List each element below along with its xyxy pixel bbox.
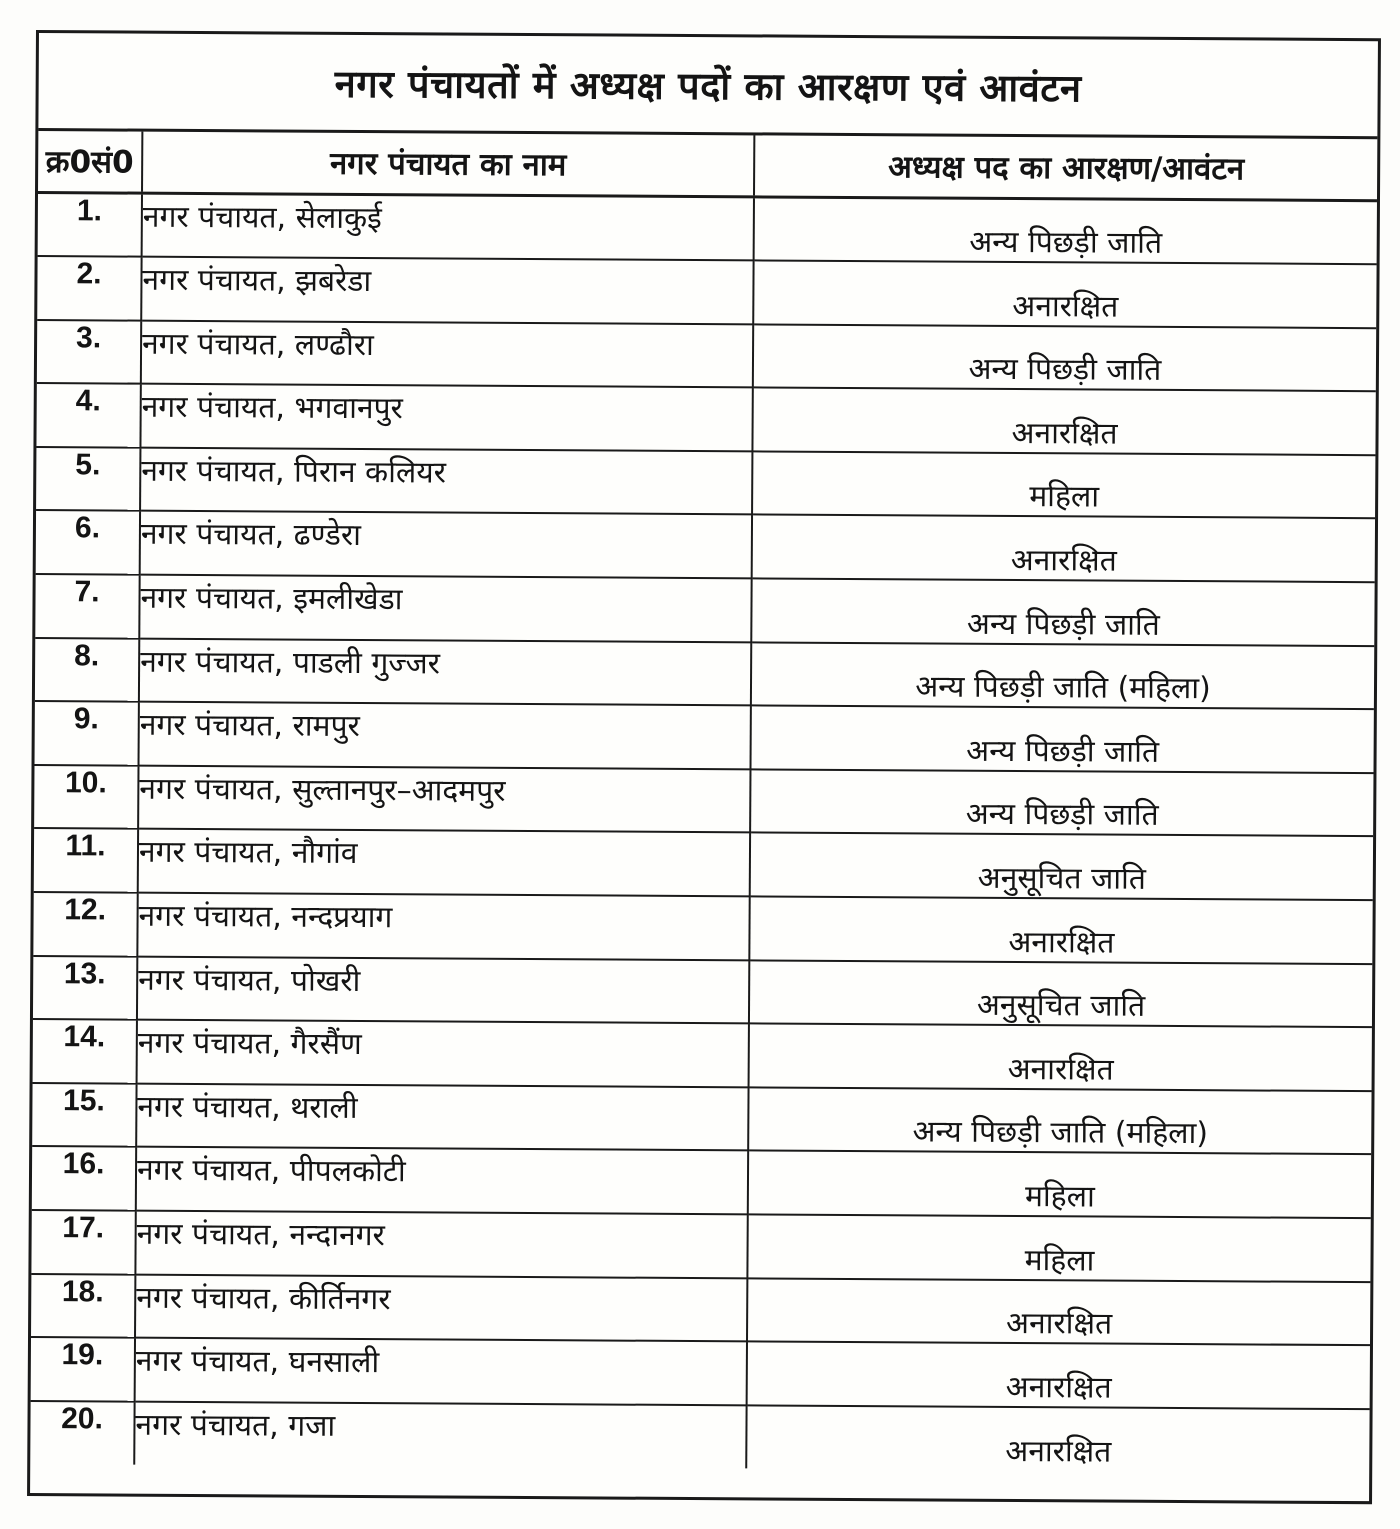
reservation-category-cell: महिला (752, 451, 1375, 518)
table-row (32, 1146, 1371, 1218)
panchayat-name-cell: नगर पंचायत, सेलाकुई (142, 193, 754, 260)
reservation-category-cell: अन्य पिछड़ी जाति (महिला) (748, 1087, 1371, 1154)
panchayat-name-cell: नगर पंचायत, नौगांव (138, 829, 750, 896)
panchayat-name-cell: नगर पंचायत, पाडली गुज्जर (139, 638, 751, 705)
serial-number-cell: 8. (35, 638, 139, 702)
table-row (33, 1019, 1372, 1091)
reservation-category-cell: अनारक्षित (752, 388, 1375, 455)
table-row (36, 383, 1375, 455)
panchayat-name-cell: नगर पंचायत, लण्ढौरा (141, 320, 753, 387)
table-row (34, 765, 1373, 837)
panchayat-name-cell: नगर पंचायत, थराली (136, 1083, 748, 1150)
table-row (35, 574, 1374, 646)
table-row (30, 1401, 1369, 1473)
serial-number-cell: 5. (36, 447, 140, 511)
serial-number-cell: 3. (37, 320, 141, 384)
reservation-category-cell: अनुसूचित जाति (750, 833, 1373, 900)
table-row (33, 892, 1372, 964)
serial-number-cell: 15. (32, 1083, 136, 1147)
panchayat-name-cell: नगर पंचायत, घनसाली (135, 1338, 747, 1405)
panchayat-name-cell: नगर पंचायत, नन्दप्रयाग (137, 893, 749, 960)
reservation-category-cell: अनुसूचित जाति (749, 960, 1372, 1027)
serial-number-cell: 10. (34, 765, 138, 829)
table-row (31, 1274, 1370, 1346)
reservation-category-cell: अन्य पिछड़ी जाति (754, 197, 1377, 264)
serial-number-cell: 14. (33, 1019, 137, 1083)
panchayat-name-cell: नगर पंचायत, भगवानपुर (140, 384, 752, 451)
table-body (30, 193, 1377, 1473)
serial-number-cell: 17. (31, 1210, 135, 1274)
panchayat-name-cell: नगर पंचायत, पोखरी (137, 956, 749, 1023)
panchayat-name-cell: नगर पंचायत, नन्दानगर (135, 1211, 747, 1278)
reservation-category-cell: अन्य पिछड़ी जाति (750, 769, 1373, 836)
table-row (34, 828, 1373, 900)
reservation-category-cell: अन्य पिछड़ी जाति (753, 324, 1376, 391)
reservation-category-cell: अनारक्षित (749, 896, 1372, 963)
reservation-category-cell: अनारक्षित (749, 1024, 1372, 1091)
panchayat-name-cell: नगर पंचायत, पिरान कलियर (140, 448, 752, 515)
column-header-panchayat-name: नगर पंचायत का नाम (142, 132, 754, 197)
serial-number-cell: 20. (30, 1401, 134, 1465)
serial-number-cell: 2. (37, 256, 141, 320)
serial-number-cell: 19. (31, 1337, 135, 1401)
reservation-category-cell: अनारक्षित (1005, 1434, 1112, 1470)
table-row (31, 1210, 1370, 1282)
table-header-row (38, 131, 1377, 201)
panchayat-name-cell: नगर पंचायत, गैरसैंण (137, 1020, 749, 1087)
reservation-category-cell: अन्य पिछड़ी जाति (751, 578, 1374, 645)
panchayat-name-cell: नगर पंचायत, झबरेडा (141, 257, 753, 324)
panchayat-name-cell: नगर पंचायत, कीर्तिनगर (135, 1274, 747, 1341)
serial-number-cell: 1. (38, 193, 142, 257)
table-row (33, 956, 1372, 1028)
reservation-category-cell: अनारक्षित (747, 1278, 1370, 1345)
reservation-table (30, 131, 1377, 1473)
panchayat-name-cell: नगर पंचायत, ढण्डेरा (140, 511, 752, 578)
reservation-category-cell: महिला (747, 1214, 1370, 1281)
table-row (35, 701, 1374, 773)
table-row (35, 638, 1374, 710)
reservation-category-cell: अनारक्षित (747, 1342, 1370, 1409)
panchayat-name-cell: नगर पंचायत, इमलीखेडा (139, 575, 751, 642)
panchayat-name-cell: नगर पंचायत, सुल्तानपुर–आदमपुर (138, 765, 750, 832)
serial-number-cell: 7. (35, 574, 139, 638)
serial-number-cell: 18. (31, 1274, 135, 1338)
table-row (36, 447, 1375, 519)
column-header-serial-number: क्र0सं0 (38, 131, 142, 193)
reservation-category-cell: अन्य पिछड़ी जाति (महिला) (751, 642, 1374, 709)
document-frame (27, 30, 1381, 1504)
panchayat-name-cell: नगर पंचायत, रामपुर (139, 702, 751, 769)
serial-number-cell: 12. (33, 892, 137, 956)
column-header-reservation: अध्यक्ष पद का आरक्षण/आवंटन (754, 135, 1377, 200)
reservation-category-cell: अन्य पिछड़ी जाति (750, 706, 1373, 773)
serial-number-cell: 9. (35, 701, 139, 765)
table-row (32, 1083, 1371, 1155)
serial-number-cell: 11. (34, 828, 138, 892)
document-title: नगर पंचायतों में अध्यक्ष पदों का आरक्षण एवं आवंटन (38, 33, 1378, 139)
table-row (38, 193, 1377, 265)
reservation-category-cell: अनारक्षित (753, 260, 1376, 327)
serial-number-cell: 6. (36, 510, 140, 574)
panchayat-name-cell: नगर पंचायत, गजा (134, 1401, 746, 1468)
panchayat-name-cell: नगर पंचायत, पीपलकोटी (136, 1147, 748, 1214)
table-row (31, 1337, 1370, 1409)
table-row (37, 320, 1376, 392)
serial-number-cell: 16. (32, 1146, 136, 1210)
table-row (37, 256, 1376, 328)
serial-number-cell: 13. (33, 956, 137, 1020)
reservation-category-cell: अनारक्षित (752, 515, 1375, 582)
reservation-category-cell: महिला (748, 1151, 1371, 1218)
serial-number-cell: 4. (36, 383, 140, 447)
table-row (36, 510, 1375, 582)
